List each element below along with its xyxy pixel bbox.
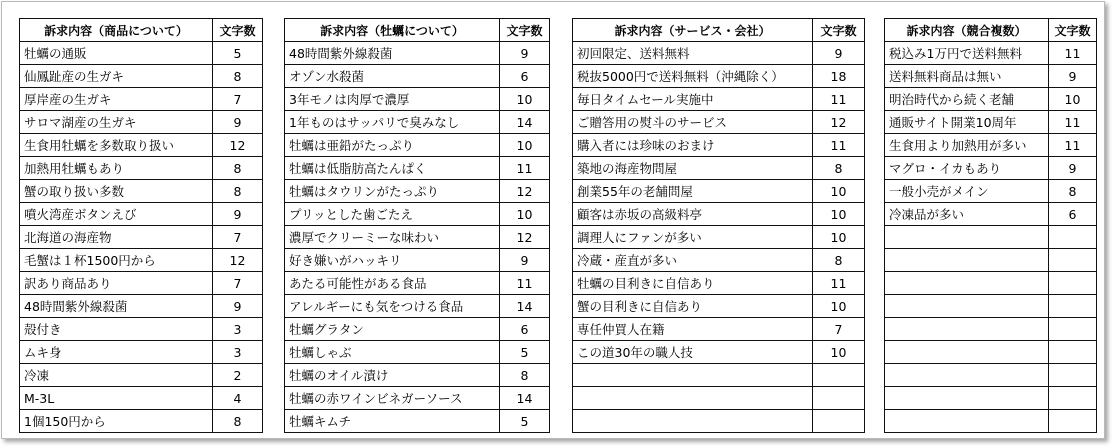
table-row [885,341,1097,364]
column-header-char-count: 文字数 [500,19,550,42]
table-row [885,111,1097,134]
char-count-cell: 11 [813,134,865,157]
table-row [573,410,865,433]
appeal-text-cell: 牡蠣しゃぶ [285,341,500,364]
appeal-text-cell: 牡蠣の目利きに自信あり [573,272,813,295]
table-row [885,410,1097,433]
appeal-text-cell: 冷蔵・産直が多い [573,249,813,272]
char-count-cell: 7 [813,318,865,341]
column-header-content: 訴求内容（競合複数） [885,19,1049,42]
appeal-text-cell: 牡蠣キムチ [285,410,500,433]
table-row [285,134,550,157]
table-row [885,42,1097,65]
appeal-text-cell: 創業55年の老舗問屋 [573,180,813,203]
char-count-cell: 9 [1049,65,1097,88]
appeal-text-cell: 噴火湾産ボタンえび [20,203,213,226]
appeal-text-cell: 仙鳳趾産の生ガキ [20,65,213,88]
char-count-cell: 10 [500,134,550,157]
char-count-cell [1049,295,1097,318]
table-oyster [284,18,550,433]
appeal-text-cell: 冷凍品が多い [885,203,1049,226]
table-row [573,111,865,134]
table-row [20,134,263,157]
table-row [20,203,263,226]
appeal-text-cell: マグロ・イカもあり [885,157,1049,180]
table-row [285,318,550,341]
table-row [20,341,263,364]
char-count-cell: 10 [813,226,865,249]
char-count-cell [1049,272,1097,295]
table-row [20,318,263,341]
table-row [20,249,263,272]
appeal-text-cell: 牡蠣は低脂肪高たんぱく [285,157,500,180]
table-row [20,387,263,410]
table-row [285,226,550,249]
char-count-cell [1049,226,1097,249]
appeal-text-cell: 牡蠣はタウリンがたっぷり [285,180,500,203]
table-row [885,318,1097,341]
table-row [573,157,865,180]
char-count-cell: 3 [213,318,263,341]
column-header-content: 訴求内容（サービス・会社） [573,19,813,42]
header-row [20,19,263,42]
appeal-text-cell: 税込み1万円で送料無料 [885,42,1049,65]
char-count-cell: 8 [213,65,263,88]
table-row [573,65,865,88]
table-row [573,295,865,318]
appeal-text-cell: 毎日タイムセール実施中 [573,88,813,111]
appeal-text-cell: プリッとした歯ごたえ [285,203,500,226]
table-row [285,157,550,180]
appeal-text-cell: 48時間紫外線殺菌 [285,42,500,65]
column-header-content: 訴求内容（商品について） [20,19,213,42]
appeal-text-cell: 顧客は赤坂の高級料亭 [573,203,813,226]
table-row [573,180,865,203]
table-row [573,42,865,65]
table-row [573,272,865,295]
char-count-cell [1049,341,1097,364]
char-count-cell: 12 [500,226,550,249]
table-product [19,18,263,433]
char-count-cell: 11 [813,272,865,295]
appeal-text-cell: 通販サイト開業10周年 [885,111,1049,134]
appeal-text-cell: 毛蟹は１杯1500円から [20,249,213,272]
appeal-text-cell: 牡蠣の通販 [20,42,213,65]
appeal-text-cell: 厚岸産の生ガキ [20,88,213,111]
appeal-text-cell: 初回限定、送料無料 [573,42,813,65]
table-row [573,249,865,272]
appeal-text-cell: ご贈答用の熨斗のサービス [573,111,813,134]
char-count-cell: 6 [1049,203,1097,226]
table-row [285,341,550,364]
appeal-text-cell: ムキ身 [20,341,213,364]
appeal-text-cell: 送料無料商品は無い [885,65,1049,88]
table-row [573,318,865,341]
table-row [285,42,550,65]
table-service-company [572,18,865,433]
appeal-text-cell [885,387,1049,410]
char-count-cell: 10 [813,203,865,226]
table-row [885,272,1097,295]
char-count-cell: 10 [813,295,865,318]
char-count-cell: 5 [500,341,550,364]
appeal-text-cell: 調理人にファンが多い [573,226,813,249]
sheet-frame [1,1,1105,439]
table-row [285,272,550,295]
char-count-cell: 12 [813,111,865,134]
appeal-text-cell [885,272,1049,295]
table-row [285,180,550,203]
char-count-cell: 8 [213,180,263,203]
appeal-text-cell: 明治時代から続く老舗 [885,88,1049,111]
table-row [20,364,263,387]
char-count-cell: 9 [213,203,263,226]
char-count-cell [1049,387,1097,410]
table-row [20,180,263,203]
char-count-cell: 8 [500,364,550,387]
appeal-text-cell: 3年モノは肉厚で濃厚 [285,88,500,111]
char-count-cell: 12 [213,134,263,157]
column-header-char-count: 文字数 [813,19,865,42]
header-row [285,19,550,42]
table-row [20,410,263,433]
char-count-cell [813,387,865,410]
appeal-text-cell: 蟹の目利きに自信あり [573,295,813,318]
char-count-cell [813,364,865,387]
appeal-text-cell [885,295,1049,318]
appeal-text-cell: 牡蠣は亜鉛がたっぷり [285,134,500,157]
appeal-text-cell: オゾン水殺菌 [285,65,500,88]
table-row [573,341,865,364]
char-count-cell: 4 [213,387,263,410]
appeal-text-cell: 一般小売がメイン [885,180,1049,203]
table-row [885,364,1097,387]
char-count-cell: 18 [813,65,865,88]
char-count-cell: 11 [1049,42,1097,65]
table-row [885,88,1097,111]
column-header-content: 訴求内容（牡蠣について） [285,19,500,42]
char-count-cell: 8 [213,410,263,433]
char-count-cell: 9 [813,42,865,65]
table-row [573,134,865,157]
table-row [573,88,865,111]
char-count-cell: 8 [813,249,865,272]
char-count-cell: 5 [213,42,263,65]
char-count-cell: 10 [813,180,865,203]
table-row [885,65,1097,88]
appeal-text-cell: この道30年の職人技 [573,341,813,364]
char-count-cell: 10 [500,88,550,111]
appeal-text-cell [885,249,1049,272]
table-row [285,111,550,134]
appeal-text-cell: 冷凍 [20,364,213,387]
char-count-cell: 11 [813,88,865,111]
appeal-text-cell: あたる可能性がある食品 [285,272,500,295]
appeal-text-cell: 蟹の取り扱い多数 [20,180,213,203]
char-count-cell: 10 [500,203,550,226]
table-row [885,226,1097,249]
char-count-cell: 12 [500,180,550,203]
appeal-text-cell [573,410,813,433]
char-count-cell: 11 [500,157,550,180]
table-row [573,203,865,226]
table-row [285,410,550,433]
char-count-cell: 8 [213,157,263,180]
char-count-cell: 8 [1049,180,1097,203]
appeal-text-cell: 牡蠣の赤ワインビネガーソース [285,387,500,410]
char-count-cell: 14 [500,387,550,410]
table-row [285,88,550,111]
appeal-text-cell: 1個150円から [20,410,213,433]
appeal-text-cell [885,341,1049,364]
appeal-text-cell [885,410,1049,433]
char-count-cell [1049,249,1097,272]
char-count-cell: 12 [213,249,263,272]
column-header-char-count: 文字数 [1049,19,1097,42]
appeal-text-cell: 築地の海産物問屋 [573,157,813,180]
appeal-text-cell: 税抜5000円で送料無料（沖縄除く） [573,65,813,88]
appeal-text-cell: 生食用牡蠣を多数取り扱い [20,134,213,157]
appeal-text-cell: 訳あり商品あり [20,272,213,295]
appeal-text-cell: 購入者には珍味のおまけ [573,134,813,157]
char-count-cell: 6 [500,318,550,341]
table-row [285,387,550,410]
appeal-text-cell: 濃厚でクリーミーな味わい [285,226,500,249]
char-count-cell: 9 [500,249,550,272]
char-count-cell: 9 [1049,157,1097,180]
char-count-cell: 9 [500,42,550,65]
char-count-cell: 11 [500,272,550,295]
appeal-text-cell: 好き嫌いがハッキリ [285,249,500,272]
char-count-cell [1049,364,1097,387]
header-row [573,19,865,42]
appeal-text-cell: 48時間紫外線殺菌 [20,295,213,318]
appeal-text-cell: アレルギーにも気をつける食品 [285,295,500,318]
appeal-text-cell: 牡蠣のオイル漬け [285,364,500,387]
char-count-cell: 9 [213,111,263,134]
table-competitors [884,18,1097,433]
char-count-cell: 11 [1049,111,1097,134]
header-row [885,19,1097,42]
char-count-cell: 6 [500,65,550,88]
char-count-cell: 7 [213,272,263,295]
column-header-char-count: 文字数 [213,19,263,42]
char-count-cell: 8 [813,157,865,180]
table-row [885,203,1097,226]
table-row [285,65,550,88]
char-count-cell: 9 [213,295,263,318]
table-row [885,387,1097,410]
table-row [573,387,865,410]
appeal-text-cell: 専任仲買人在籍 [573,318,813,341]
appeal-text-cell [885,226,1049,249]
appeal-text-cell: 1年ものはサッパリで臭みなし [285,111,500,134]
char-count-cell: 2 [213,364,263,387]
table-row [885,295,1097,318]
appeal-text-cell [573,364,813,387]
table-row [20,42,263,65]
char-count-cell: 14 [500,295,550,318]
table-row [285,295,550,318]
table-row [285,364,550,387]
appeal-text-cell [573,387,813,410]
table-row [573,226,865,249]
char-count-cell: 10 [1049,88,1097,111]
table-row [885,180,1097,203]
appeal-text-cell: 生食用より加熱用が多い [885,134,1049,157]
appeal-text-cell: M-3L [20,387,213,410]
char-count-cell: 3 [213,341,263,364]
table-row [20,111,263,134]
table-row [573,364,865,387]
table-row [885,157,1097,180]
char-count-cell: 5 [500,410,550,433]
char-count-cell: 10 [813,341,865,364]
char-count-cell [1049,318,1097,341]
table-row [285,249,550,272]
appeal-text-cell: 殻付き [20,318,213,341]
char-count-cell: 14 [500,111,550,134]
char-count-cell [813,410,865,433]
appeal-text-cell: 加熱用牡蠣もあり [20,157,213,180]
table-row [885,249,1097,272]
table-row [20,272,263,295]
table-row [20,65,263,88]
table-row [20,157,263,180]
char-count-cell: 7 [213,88,263,111]
table-row [285,203,550,226]
table-row [20,295,263,318]
appeal-text-cell: サロマ湖産の生ガキ [20,111,213,134]
table-row [20,88,263,111]
table-row [885,134,1097,157]
table-row [20,226,263,249]
char-count-cell [1049,410,1097,433]
appeal-text-cell [885,318,1049,341]
appeal-text-cell [885,364,1049,387]
appeal-text-cell: 北海道の海産物 [20,226,213,249]
char-count-cell: 11 [1049,134,1097,157]
appeal-text-cell: 牡蠣グラタン [285,318,500,341]
char-count-cell: 7 [213,226,263,249]
